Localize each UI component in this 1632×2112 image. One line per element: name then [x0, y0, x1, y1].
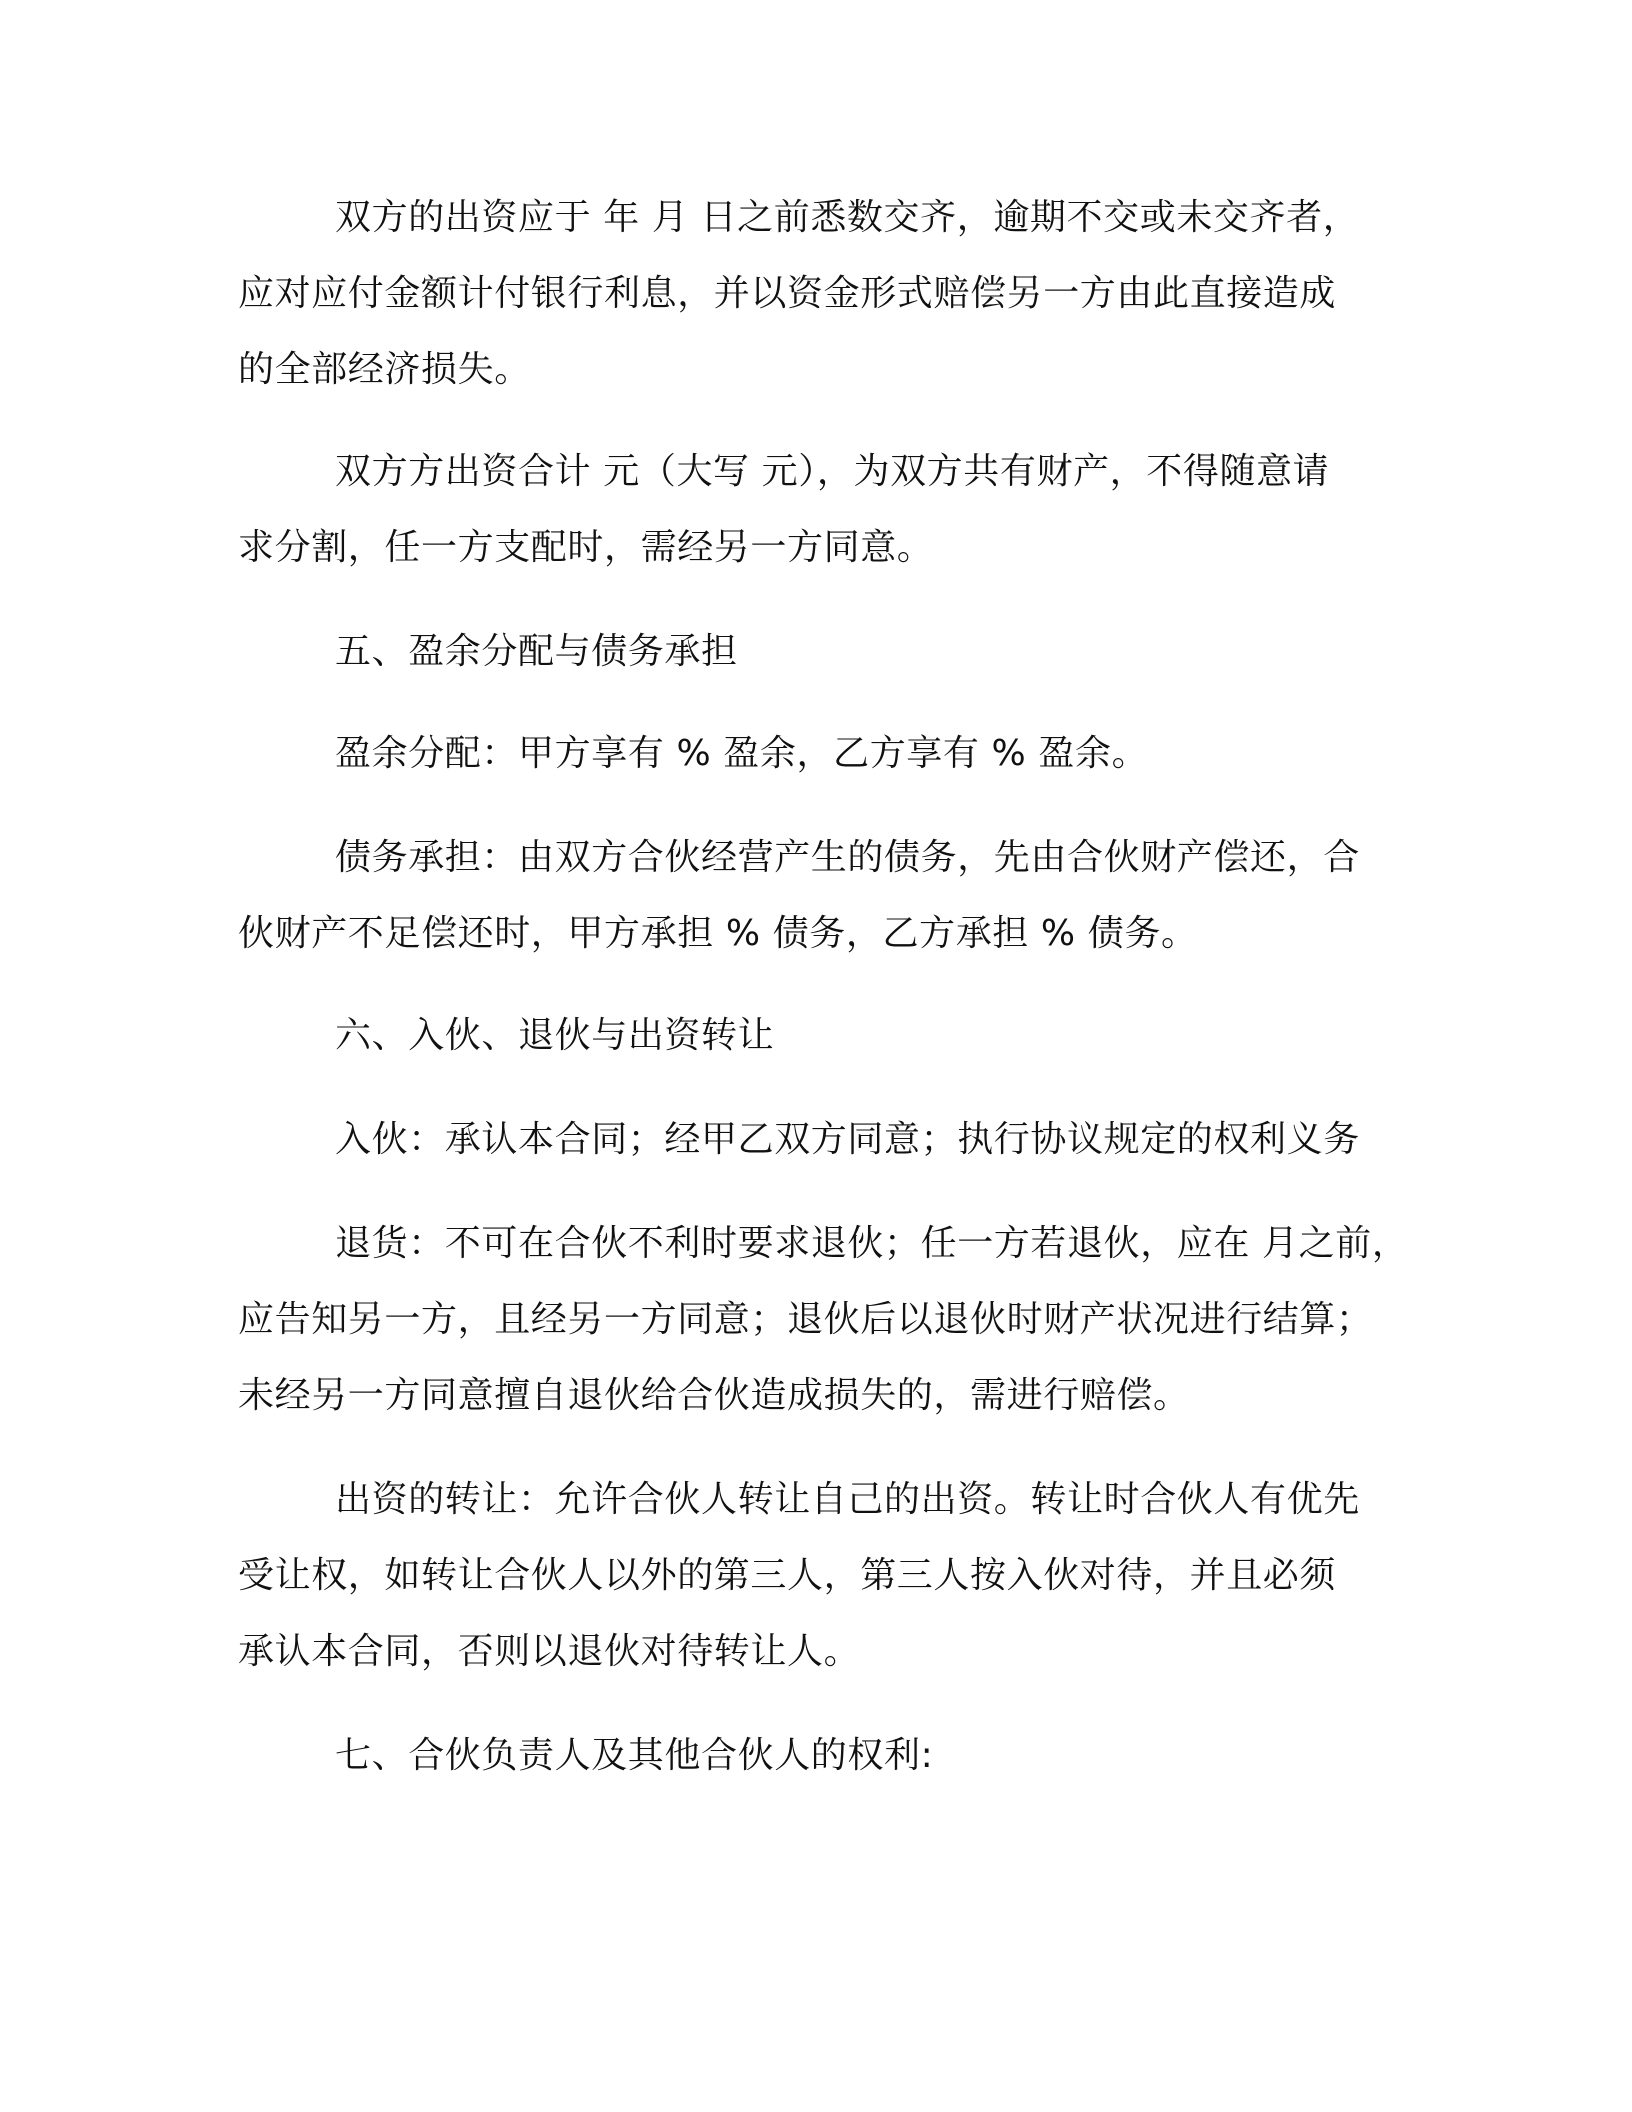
paragraph-2-line-1: 双方方出资合计 元（大写 元），为双方共有财产，不得随意请: [335, 451, 1330, 492]
joining-line: 入伙：承认本合同；经甲乙双方同意；执行协议规定的权利义务: [335, 1119, 1360, 1160]
paragraph-1-line-1: 双方的出资应于 年 月 日之前悉数交齐，逾期不交或未交齐者，: [335, 197, 1360, 238]
paragraph-1-line-3: 的全部经济损失。: [238, 349, 531, 390]
capital-transfer-line-1: 出资的转让：允许合伙人转让自己的出资。转让时合伙人有优先: [335, 1479, 1360, 1520]
capital-transfer-line-2: 受让权，如转让合伙人以外的第三人，第三人按入伙对待，并且必须: [238, 1555, 1337, 1596]
section-heading-6: 六、入伙、退伙与出资转让: [335, 1015, 775, 1056]
debt-bearing-line-2: 伙财产不足偿还时，甲方承担 % 债务，乙方承担 % 债务。: [238, 913, 1198, 954]
profit-distribution-line: 盈余分配：甲方享有 % 盈余，乙方享有 % 盈余。: [335, 733, 1149, 774]
capital-transfer-line-3: 承认本合同，否则以退伙对待转让人。: [238, 1631, 861, 1672]
section-heading-5: 五、盈余分配与债务承担: [335, 631, 738, 672]
section-heading-7: 七、合伙负责人及其他合伙人的权利:: [335, 1735, 934, 1776]
withdrawal-line-1: 退货：不可在合伙不利时要求退伙；任一方若退伙，应在 月之前，: [335, 1223, 1409, 1264]
paragraph-1-line-2: 应对应付金额计付银行利息，并以资金形式赔偿另一方由此直接造成: [238, 273, 1337, 314]
debt-bearing-line-1: 债务承担：由双方合伙经营产生的债务，先由合伙财产偿还，合: [335, 837, 1360, 878]
withdrawal-line-3: 未经另一方同意擅自退伙给合伙造成损失的，需进行赔偿。: [238, 1375, 1190, 1416]
withdrawal-line-2: 应告知另一方，且经另一方同意；退伙后以退伙时财产状况进行结算；: [238, 1299, 1373, 1340]
paragraph-2-line-2: 求分割，任一方支配时，需经另一方同意。: [238, 527, 934, 568]
